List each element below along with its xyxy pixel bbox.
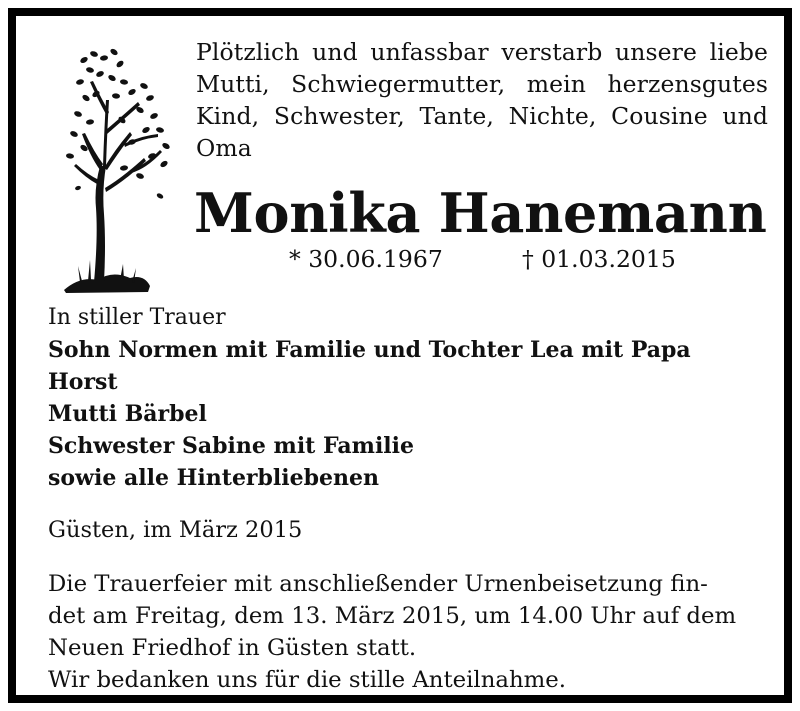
tree-icon [60,38,180,298]
mourner-line: Schwester Sabine mit Familie [48,433,415,459]
mourners-block [48,302,748,494]
mourner-line: sowie alle Hinterbliebenen [48,465,379,491]
obituary-notice [8,8,792,703]
service-info [48,568,764,696]
service-line: Die Trauerfeier mit anschließender Urnenbeisetzung fin- [48,571,708,597]
service-line: det am Freitag, dem 13. März 2015, um 14.00 Uhr auf dem [48,603,737,629]
deceased-name: Monika Hanemann [194,181,767,245]
intro-text: Plötzlich und unfassbar verstarb unsere liebe Mutti, Schwiegermutter, mein herzensgutes Kind, Schwester, Tante, Nichte, Cousine und Oma [196,38,768,162]
service-line: Wir bedanken uns für die stille Anteilnahme. [48,667,567,693]
mourner-line: Sohn Normen mit Familie und Tochter Lea mit Papa [48,337,691,363]
mourner-line: Horst [48,369,118,395]
service-line: Neuen Friedhof in Güsten statt. [48,635,417,661]
mourner-line: Mutti Bärbel [48,401,207,427]
place-date: Güsten, im März 2015 [48,517,303,543]
mourners-heading: In stiller Trauer [48,305,226,330]
birth-date: * 30.06.1967 [289,245,443,273]
death-date: † 01.03.2015 [522,245,676,273]
